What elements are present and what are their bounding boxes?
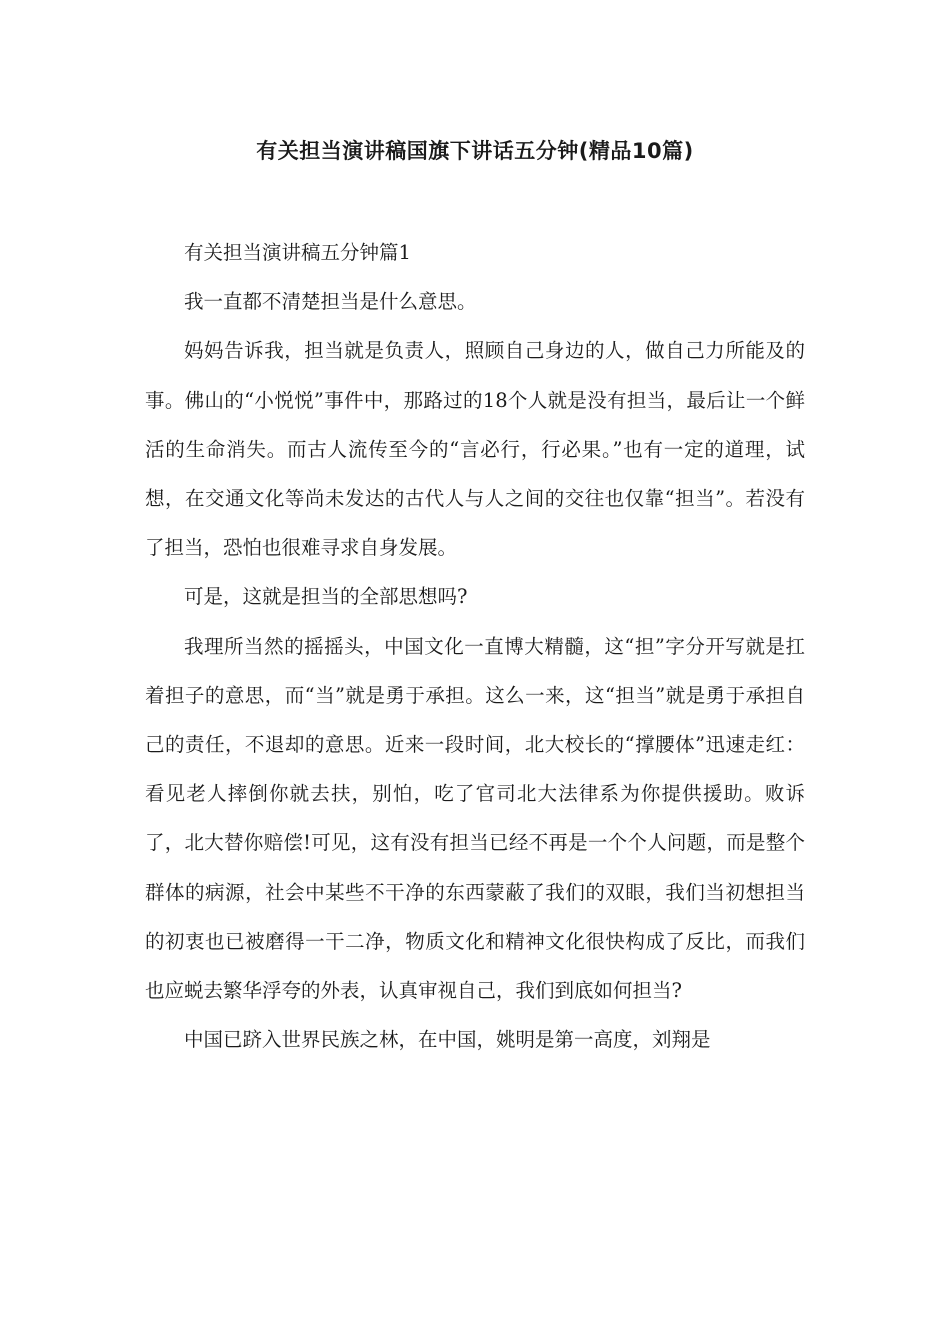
document-body bbox=[145, 228, 805, 1064]
paragraph: 我理所当然的摇摇头，中国文化一直博大精髓，这“担”字分开写就是扛着担子的意思，而“当”就是勇于承担。这么一来，这“担当”就是勇于承担自己的责任，不退却的意思。近来一段时间，北大校长的“撑腰体”迅速走红：看见老人摔倒你就去扶，别怕，吃了官司北大法律系为你提供援助。败诉了，北大替你赔偿!可见，这有没有担当已经不再是一个个人问题，而是整个群体的病源，社会中某些不干净的东西蒙蔽了我们的双眼，我们当初想担当的初衷也已被磨得一干二净，物质文化和精神文化很快构成了反比，而我们也应蜕去繁华浮夸的外表，认真审视自己，我们到底如何担当? bbox=[145, 634, 805, 1003]
section-heading: 有关担当演讲稿五分钟篇1 bbox=[184, 241, 411, 264]
document-title: 有关担当演讲稿国旗下讲话五分钟(精品10篇) bbox=[256, 139, 694, 163]
paragraph: 中国已跻入世界民族之林，在中国，姚明是第一高度，刘翔是 bbox=[184, 1028, 711, 1052]
paragraph: 妈妈告诉我，担当就是负责人，照顾自己身边的人，做自己力所能及的事。佛山的“小悦悦”事件中，那路过的18个人就是没有担当，最后让一个鲜活的生命消失。而古人流传至今的“言必行，行必果。”也有一定的道理，试想，在交通文化等尚未发达的古代人与人之间的交往也仅靠“担当”。若没有了担当，恐怕也很难寻求自身发展。 bbox=[145, 339, 805, 560]
paragraph: 我一直都不清楚担当是什么意思。 bbox=[184, 290, 477, 314]
paragraph: 可是，这就是担当的全部思想吗? bbox=[184, 585, 468, 609]
